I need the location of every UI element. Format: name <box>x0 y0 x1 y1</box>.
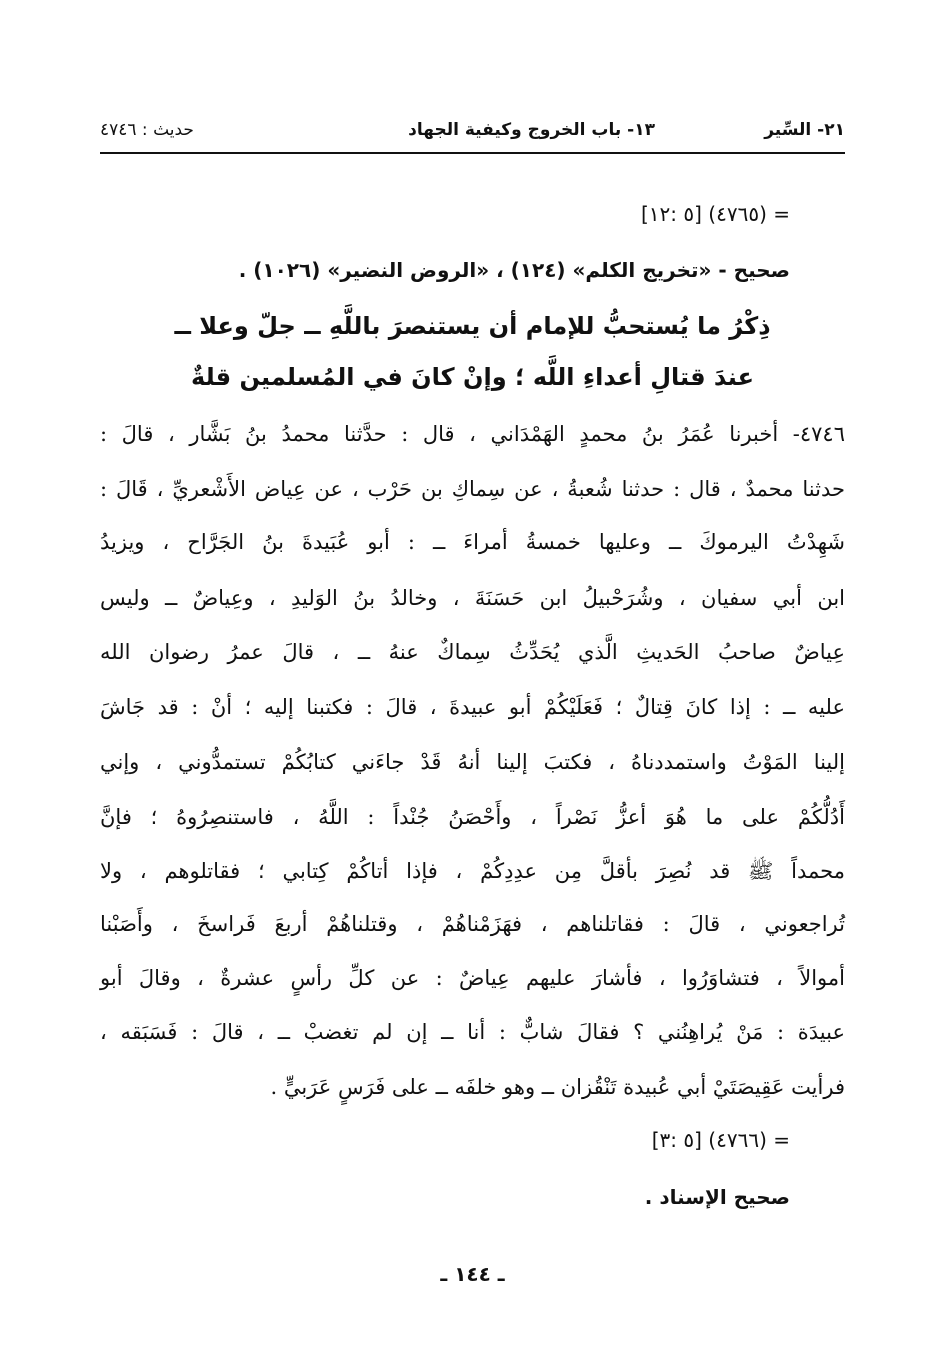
body-line-2: حدثنا محمدٌ ، قال : حدثنا شُعبةُ ، عن سِماكِ بن حَرْب ، عن عِياض الأَشْعريِّ ، قَالَ : <box>100 477 845 501</box>
body-line-4: ابن أبي سفيان ، وشُرَحْبيلُ ابن حَسَنَةَ ، وخالدُ بنُ الوَليدِ ، وعِياضٌ ــ وليس <box>100 586 845 610</box>
cross-reference-top: = (٤٧٦٥) [٥ :١٢] <box>640 202 790 226</box>
body-line-6: عليه ــ : إذا كانَ قِتالٌ ؛ فَعَلَيْكُمْ أبو عبيدةَ ، قالَ : فكتبنا إليه ؛ أنْ : قد جَاشَ <box>100 695 845 719</box>
body-line-5: عِياضٌ صاحبُ الحَديثِ الَّذي يُحَدِّثُ سِماكٌ عنهُ ــ ، قالَ عمرُ رضوان الله <box>100 640 845 664</box>
body-line-8: أَدُلُّكُمْ على ما هُوَ أعزُّ نَصْراً ، وأَحْصَنُ جُنْداً : اللَّهُ ، فاستنصِرُوهُ ؛ فإنَّ <box>100 805 845 829</box>
hadith-reference: حديث : ٤٧٤٦ <box>100 120 194 140</box>
body-line-13: فرأيت عَقِيصَتَيْ أبي عُبيدة تَنْقُزان ــ وهو خلفَه ــ على فَرَسٍ عَرَبيٍّ . <box>270 1075 845 1099</box>
cross-reference-bottom: = (٤٧٦٦) [٥ :٣] <box>651 1128 790 1152</box>
body-line-3: شَهِدْتُ اليرموكَ ــ وعليها خمسةُ أمراءَ ــ : أبو عُبَيدةَ بنُ الجَرَّاح ، ويزيدُ <box>100 530 845 554</box>
body-line-1: ٤٧٤٦- أخبرنا عُمَرُ بنُ محمدٍ الهَمْدَاني ، قال : حدَّثنا محمدُ بنُ بَشَّار ، قالَ : <box>100 422 845 446</box>
body-line-12: عبيدَة : مَنْ يُراهِنُني ؟ فقالَ شابٌّ : أنا ــ إن لم تغضبْ ــ ، قالَ : فَسَبَقه ، <box>100 1020 845 1044</box>
body-line-9: محمداً ﷺ قد نُصِرَ بأقلَّ مِن عدِدِكُمْ ، فإذا أتاكُمْ كِتابي ؛ فقاتلوهم ، ولا <box>100 859 845 883</box>
chapter-title: ١٣- باب الخروج وكيفية الجهاد <box>408 120 655 140</box>
body-line-10: تُراجعوني ، قالَ : فقاتلناهم ، فهَزَمْناهُمْ ، وقتلناهُمْ أربعَ فَراسخَ ، وأَصَبْنا <box>100 912 845 936</box>
section-heading-line-1: ذِكْرُ ما يُستحبُّ للإمام أن يستنصرَ باللَّهِ ــ جلّ وعلا ــ <box>174 312 771 340</box>
section-heading-line-2: عندَ قتالِ أعداءِ اللَّه ؛ وإنْ كانَ في المُسلمين قلةٌ <box>191 363 754 391</box>
grading-top: صحيح - «تخريج الكلم» (١٢٤) ، «الروض النضير» (١٠٢٦) . <box>238 258 790 282</box>
page-number: ـ ١٤٤ ـ <box>440 1262 505 1286</box>
body-line-7: إلينا المَوْتُ واستمددناهُ ، فكتبَ إلينا أنهُ قَدْ جاءَني كتابُكُمْ تستمدُّوني ، وإني <box>100 750 845 774</box>
body-line-11: أموالاً ، فتشاوَرُوا ، فأشارَ عليهم عِياضٌ : عن كلِّ رأسٍ عشرةٌ ، وقالَ أبو <box>100 966 845 990</box>
running-header <box>100 112 845 154</box>
book-title: ٢١- السِّير <box>764 120 845 140</box>
grading-bottom: صحيح الإسناد . <box>644 1185 790 1209</box>
